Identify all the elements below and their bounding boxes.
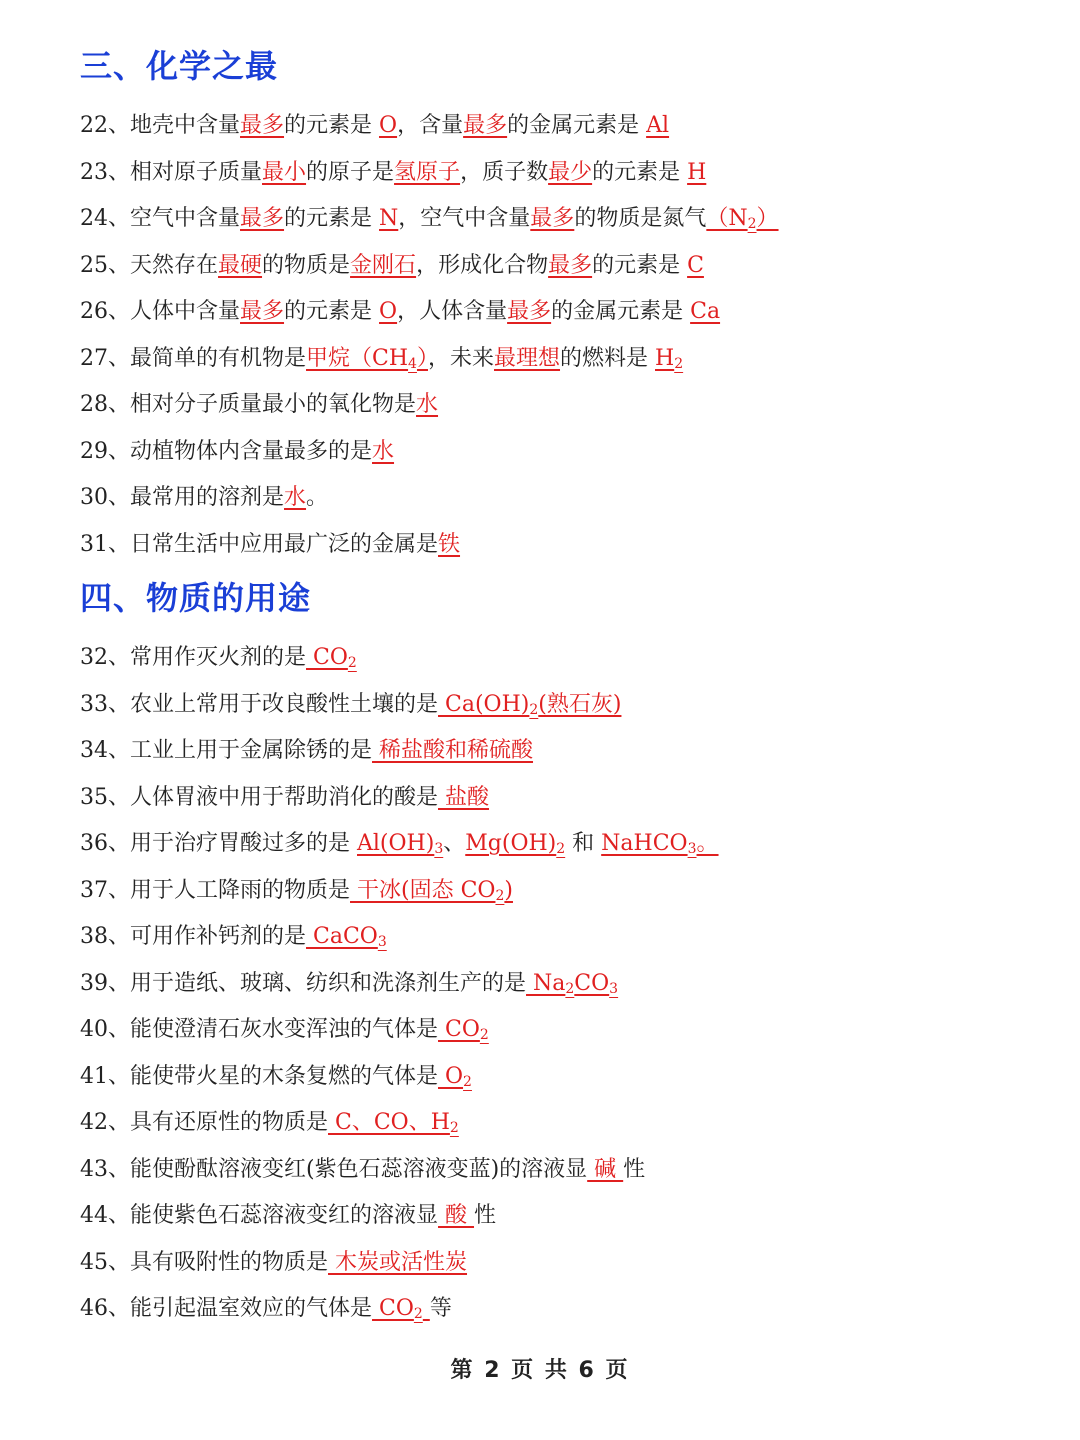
item-text: 的元素是 [284,206,380,231]
item-number: 36、 [80,831,130,856]
list-item [80,204,779,234]
item-answer: （N [706,206,748,231]
item-answer: CO [574,970,610,996]
item-text: 空气中含量 [130,206,241,231]
item-text: 的元素是 [284,299,380,324]
item-answer-subscript: 3 [609,980,619,997]
item-answer: Ca(OH) [438,691,530,717]
item-answer: 金刚石 [350,252,417,278]
list-item [80,922,387,952]
item-text: 性 [623,1156,646,1182]
item-text: 、 [443,831,466,856]
item-answer-subscript: 2 [463,1073,472,1090]
item-text: 动植物体内含量最多的是 [130,438,373,464]
item-number: 26、 [80,299,130,324]
item-number: 24、 [80,206,130,231]
item-text: ，未来 [427,345,494,371]
item-answer: 铁 [438,531,461,557]
item-answer: Ca [690,299,721,324]
list-item [80,158,706,188]
item-answer: CaCO [306,924,378,949]
item-answer [423,1296,430,1321]
item-text: 的燃料是 [560,345,656,371]
list-item [80,390,438,420]
list-item [80,530,460,560]
item-text: 和 [565,831,602,856]
item-answer: 最多 [240,299,285,324]
item-answer: CO [438,1017,480,1042]
item-answer: ） [756,206,779,231]
item-text: 日常生活中应用最广泛的金属是 [130,531,439,557]
item-answer: H [687,159,707,185]
item-answer-subscript: 2 [529,701,539,718]
list-item [80,643,357,673]
item-text: 具有还原性的物质是 [130,1110,329,1135]
section-heading-uses: 四、物质的用途 [80,579,312,617]
item-answer: 水 [416,392,439,417]
item-answer: (熟石灰) [538,691,622,717]
item-number: 42、 [80,1110,130,1135]
item-text: 的金属元素是 [551,299,691,324]
list-item [80,1248,467,1278]
item-text: 等 [429,1296,452,1321]
list-item [80,1201,496,1231]
item-answer: 氢原子 [394,159,461,185]
section-heading-superlatives: 三、化学之最 [80,47,279,85]
item-number: 46、 [80,1296,130,1321]
item-answer-subscript: 3 [687,841,697,857]
item-number: 41、 [80,1063,130,1089]
item-answer-subscript: 3 [377,934,387,950]
item-number: 37、 [80,877,130,903]
item-text: ，形成化合物 [416,252,549,278]
list-item [80,437,394,467]
item-answer: C [687,252,704,278]
list-item [80,1015,489,1045]
item-text: 的物质是 [262,252,351,278]
item-answer-subscript: 2 [479,1027,489,1043]
item-answer: 最少 [548,159,593,185]
item-answer: O [438,1063,464,1089]
item-answer-subscript: 2 [347,655,357,671]
list-item [80,783,489,813]
item-answer-subscript: 2 [413,1306,423,1322]
item-answer: 碱 [587,1156,624,1182]
item-text: 的物质是氮气 [574,206,707,231]
item-answer: N [379,206,399,231]
item-answer: Mg(OH) [465,831,557,856]
list-item [80,690,621,720]
item-answer-subscript: 2 [495,887,505,904]
item-text: 能使带火星的木条复燃的气体是 [130,1063,439,1089]
item-answer: 最多 [240,206,285,231]
item-number: 35、 [80,784,130,810]
list-item [80,483,328,513]
item-answer: 木炭或活性炭 [328,1249,468,1275]
item-text: 用于人工降雨的物质是 [130,877,351,903]
item-number: 34、 [80,738,130,763]
list-item [80,251,704,281]
item-text: 的金属元素是 [507,113,647,138]
item-answer: 最多 [530,206,575,231]
item-number: 44、 [80,1203,130,1228]
list-item [80,1155,645,1185]
item-number: 33、 [80,691,130,717]
item-number: 43、 [80,1156,130,1182]
item-text: 用于造纸、玻璃、纺织和洗涤剂生产的是 [130,970,527,996]
item-answer: 干冰(固态 CO [350,877,496,903]
item-number: 40、 [80,1017,130,1042]
item-answer: ） [416,345,428,371]
item-number: 27、 [80,345,130,371]
item-answer: 稀盐酸和稀硫酸 [372,738,534,763]
item-text: 性 [474,1203,497,1228]
item-number: 39、 [80,970,130,996]
list-item [80,1062,472,1092]
list-item [80,1108,459,1138]
item-answer: NaHCO [601,831,688,856]
item-text: 能引起温室效应的气体是 [130,1296,373,1321]
page-footer: 第 2 页 共 6 页 [450,1358,630,1383]
item-number: 45、 [80,1249,130,1275]
item-text: ，空气中含量 [398,206,531,231]
item-answer: 最小 [262,159,307,185]
item-answer: Al [646,113,670,138]
item-answer-subscript: 2 [556,841,566,857]
item-answer-subscript: 3 [434,841,444,857]
item-answer: 酸 [438,1203,475,1228]
list-item [80,111,669,141]
item-text: 可用作补钙剂的是 [130,924,307,949]
item-text: 用于治疗胃酸过多的是 [130,831,357,856]
item-answer: O [379,113,398,138]
item-answer: 盐酸 [438,784,490,810]
list-item [80,344,683,374]
list-item [80,876,513,906]
item-answer: 甲烷（CH [306,345,409,371]
item-answer-subscript: 2 [674,355,684,372]
item-text: 相对分子质量最小的氧化物是 [130,392,417,417]
item-answer: 水 [284,485,307,510]
item-answer: 最多 [548,252,593,278]
item-text: 常用作灭火剂的是 [130,645,307,670]
item-text: 人体胃液中用于帮助消化的酸是 [130,784,439,810]
item-text: 的元素是 [592,252,688,278]
item-number: 38、 [80,924,130,949]
item-text: 。 [306,485,329,510]
item-answer: Al(OH) [357,831,435,856]
item-answer: CO [306,645,348,670]
item-text: 相对原子质量 [130,159,263,185]
item-answer: H [655,345,675,371]
item-answer: CO [372,1296,414,1321]
list-item [80,1294,452,1324]
item-answer: Na [526,970,566,996]
item-text: 工业上用于金属除锈的是 [130,738,373,763]
item-text: 具有吸附性的物质是 [130,1249,329,1275]
item-answer: 最理想 [494,345,561,371]
item-text: 地壳中含量 [130,113,241,138]
item-text: ，含量 [397,113,464,138]
item-answer: C、CO、H [328,1110,450,1135]
item-text: 天然存在 [130,252,219,278]
item-number: 23、 [80,159,130,185]
item-text: 的元素是 [284,113,380,138]
item-answer: O [379,299,398,324]
item-answer-subscript: 2 [565,980,575,997]
item-answer: ) [504,877,513,903]
item-number: 29、 [80,438,130,464]
item-answer: 最多 [240,113,285,138]
item-number: 31、 [80,531,130,557]
item-text: ，人体含量 [397,299,508,324]
item-text: 最简单的有机物是 [130,345,307,371]
item-text: ，质子数 [460,159,549,185]
item-answer: 最多 [463,113,508,138]
item-text: 的元素是 [592,159,688,185]
item-number: 28、 [80,392,130,417]
list-item [80,829,719,859]
item-number: 25、 [80,252,130,278]
item-answer-subscript: 2 [747,216,757,232]
list-item [80,969,618,999]
item-answer-subscript: 4 [408,355,417,372]
item-number: 30、 [80,485,130,510]
item-answer: 。 [696,831,719,856]
item-text: 能使紫色石蕊溶液变红的溶液显 [130,1203,439,1228]
item-answer: 最硬 [218,252,263,278]
item-text: 的原子是 [306,159,395,185]
item-text: 人体中含量 [130,299,241,324]
item-text: 能使澄清石灰水变浑浊的气体是 [130,1017,439,1042]
item-text: 最常用的溶剂是 [130,485,285,510]
item-number: 22、 [80,113,130,138]
item-answer-subscript: 2 [449,1120,459,1136]
item-answer: 最多 [507,299,552,324]
list-item [80,736,533,766]
item-answer: 水 [372,438,395,464]
item-number: 32、 [80,645,130,670]
item-text: 能使酚酞溶液变红(紫色石蕊溶液变蓝)的溶液显 [130,1156,588,1182]
list-item [80,297,720,327]
item-text: 农业上常用于改良酸性土壤的是 [130,691,439,717]
